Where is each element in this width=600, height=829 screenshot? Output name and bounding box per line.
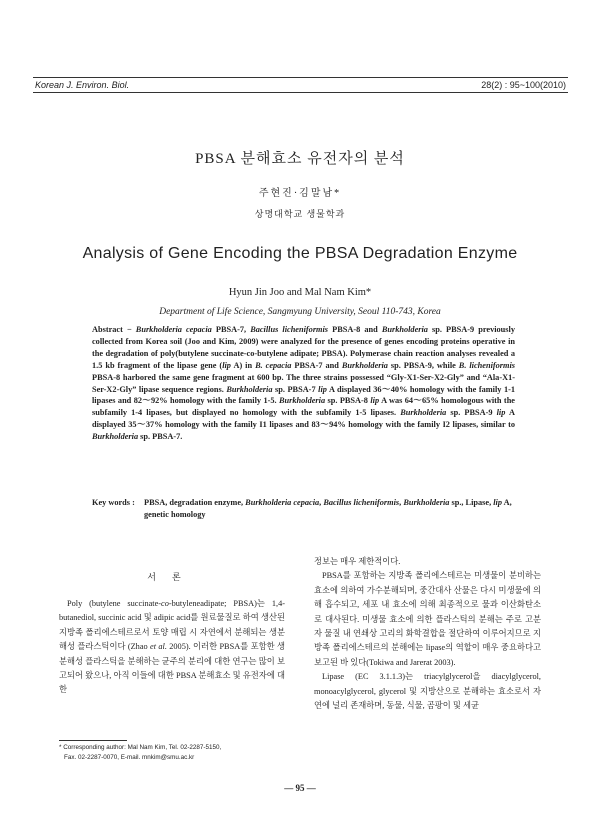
journal-header [33, 77, 568, 93]
keyword-text: , [399, 498, 404, 507]
korean-authors: 주현진·김말남* [258, 188, 342, 199]
abstract-text: sp. PBSA-9 [446, 408, 497, 418]
abstract-species: Burkholderia [341, 360, 388, 370]
abstract-species: Burkholderia [226, 384, 273, 394]
right-column [314, 555, 541, 713]
keyword-text: sp., Lipase, [449, 498, 494, 507]
paragraph-continued: 정보는 매우 제한적이다. [314, 557, 401, 566]
paragraph: Lipase (EC 3.1.1.3)는 triacylglycerol을 diacylglycerol, monoacylglycerol, glycerol 및 지방산으로 분해하는 효소로서 자연에 널리 존재하며, 동물, 식물, 곰팡이 및 세균 [314, 672, 541, 711]
abstract [92, 324, 515, 443]
journal-name-part: J. Environ. Biol. [66, 80, 130, 90]
abstract-text: PBSA-7, [211, 325, 251, 334]
abstract-species: Burkholderia [279, 396, 326, 406]
abstract-text: PBSA-8 and [328, 325, 382, 334]
footnote-line: * Corresponding author: Mal Nam Kim, Tel. 02-2287-5150, [59, 744, 222, 751]
english-affiliation: Department of Life Science, Sangmyung University, Seoul 110-743, Korea [159, 307, 441, 317]
abstract-text: sp. PBSA-7 [272, 384, 319, 394]
keyword-gene: lip [493, 498, 502, 507]
abstract-species: B. licheniformis [458, 360, 516, 370]
journal-name [35, 78, 129, 92]
abstract-text: A displayed 36～40% homology with the family 1-1 lipases and 82～92% homology with the family 1-5. [92, 384, 516, 406]
abstract-text: Abstract − [92, 325, 136, 334]
abstract-text: sp. PBSA-8 [325, 396, 371, 406]
keyword-text: A, genetic homology [144, 498, 512, 519]
keywords-label: Key words : [92, 498, 135, 507]
abstract-species: Burkholderia [92, 432, 139, 442]
journal-volume: 28(2) : 95~100(2010) [481, 80, 566, 90]
paragraph-italic: co [161, 599, 169, 608]
footnote-rule [59, 740, 127, 741]
abstract-text: sp. PBSA-9, while [387, 360, 459, 370]
abstract-species: B. cepacia [255, 360, 292, 370]
page-number: — 95 — [284, 783, 316, 793]
keyword-species: Burkholderia [403, 498, 450, 507]
korean-title: PBSA 분해효소 유전자의 분석 [195, 151, 405, 167]
footnote-line: Fax. 02-2287-0070, E-mail. mnkim@smu.ac.kr [64, 753, 195, 761]
paragraph-text: Poly (butylene succinate- [67, 599, 162, 608]
abstract-gene: lip [222, 360, 231, 370]
keywords-list [144, 497, 515, 521]
abstract-species: Burkholderia cepacia [135, 325, 212, 334]
english-title: Analysis of Gene Encoding the PBSA Degradation Enzyme [82, 245, 518, 262]
english-authors: Hyun Jin Joo and Mal Nam Kim* [228, 287, 372, 298]
abstract-text: A was 64～65% homologous with the subfamily 1-4 lipases, but displayed no homology with the subfamily 1-5 lipases. [92, 396, 515, 418]
paragraph-text: -butyleneadipate; PBSA)는 1,4-butanediol, succinic acid 및 adipic acid를 원료물질로 하여 생산된 지방족 폴리에스테르로서 토양 매립 시 자연에서 분해되는 생분해성 플라스틱이다 (Zhao [59, 599, 285, 652]
paragraph-italic: et al. [150, 642, 167, 652]
intro-paragraph [59, 597, 285, 698]
abstract-text: sp. PBSA-9 previously collected from Korea soil (Joo and Kim, 2009) were analyzed for the presence of genes encoding proteins operative in the degradation of poly(butylene succinate-co-butylene adipate; PBSA). Polymerase chain reaction analyses revealed a 1.5 kb fragment of the lipase gene ( [92, 325, 515, 370]
abstract-gene: lip [370, 396, 380, 406]
paragraph-text: 2005). 이러한 PBSA를 포함한 생분해성 플라스틱을 분해하는 균주의 분리에 대한 연구는 많이 보고되어 왔으나, 아직 이들에 대한 PBSA 분해효소 및 유전자에 대한 [59, 642, 285, 695]
abstract-text: A) in [230, 360, 256, 370]
paragraph: PBSA를 포함하는 지방족 폴리에스테르는 미생물이 분비하는 효소에 의하여 가수분해되며, 중간대사 산물은 다시 미생물에 의해 흡수되고, 세포 내 효소에 의해 최종적으로 물과 이산화탄소로 대사된다. 미생물 효소에 의한 플라스틱의 분해는 주로 고분자 물질 내 연쇄상 고리의 화학결합을 절단하여 이루어지므로 지방족 폴리에스테르의 분해에는 lipase의 역할이 매우 중요하다고 보고된 바 있다(Tokiwa and Jarerat 2003). [314, 571, 541, 667]
journal-name-part: Korean [35, 80, 65, 90]
abstract-species: Burkholderia [381, 325, 428, 334]
abstract-text: sp. PBSA-7. [138, 432, 183, 442]
keyword-species: Bacillus licheniformis [323, 498, 400, 507]
abstract-gene: lip [496, 408, 506, 418]
abstract-text: A displayed 35～37% homology with the family I1 lipases and 83～94% homology with the family I2 lipases, similar to [92, 408, 515, 430]
keyword-text: , [319, 498, 324, 507]
footnote [59, 743, 299, 762]
korean-affiliation: 상명대학교 생물학과 [254, 209, 346, 219]
left-column [59, 597, 285, 698]
abstract-species: Burkholderia [400, 408, 447, 418]
keyword-text: PBSA, degradation enzyme, [144, 498, 246, 507]
abstract-species: Bacillus licheniformis [250, 325, 329, 334]
keywords [92, 497, 515, 521]
abstract-text: PBSA-7 and [291, 360, 342, 370]
keyword-species: Burkholderia cepacia [245, 498, 320, 507]
section-heading-introduction: 서론 [147, 572, 197, 582]
abstract-gene: lip [318, 384, 327, 394]
abstract-text: PBSA-8 harbored the same gene fragment at 600 bp. The three strains possessed “Gly-X1-Ser-X2-Gly” and “Ala-X1-Ser-X2-Gly” lipase sequence regions. [92, 372, 515, 394]
